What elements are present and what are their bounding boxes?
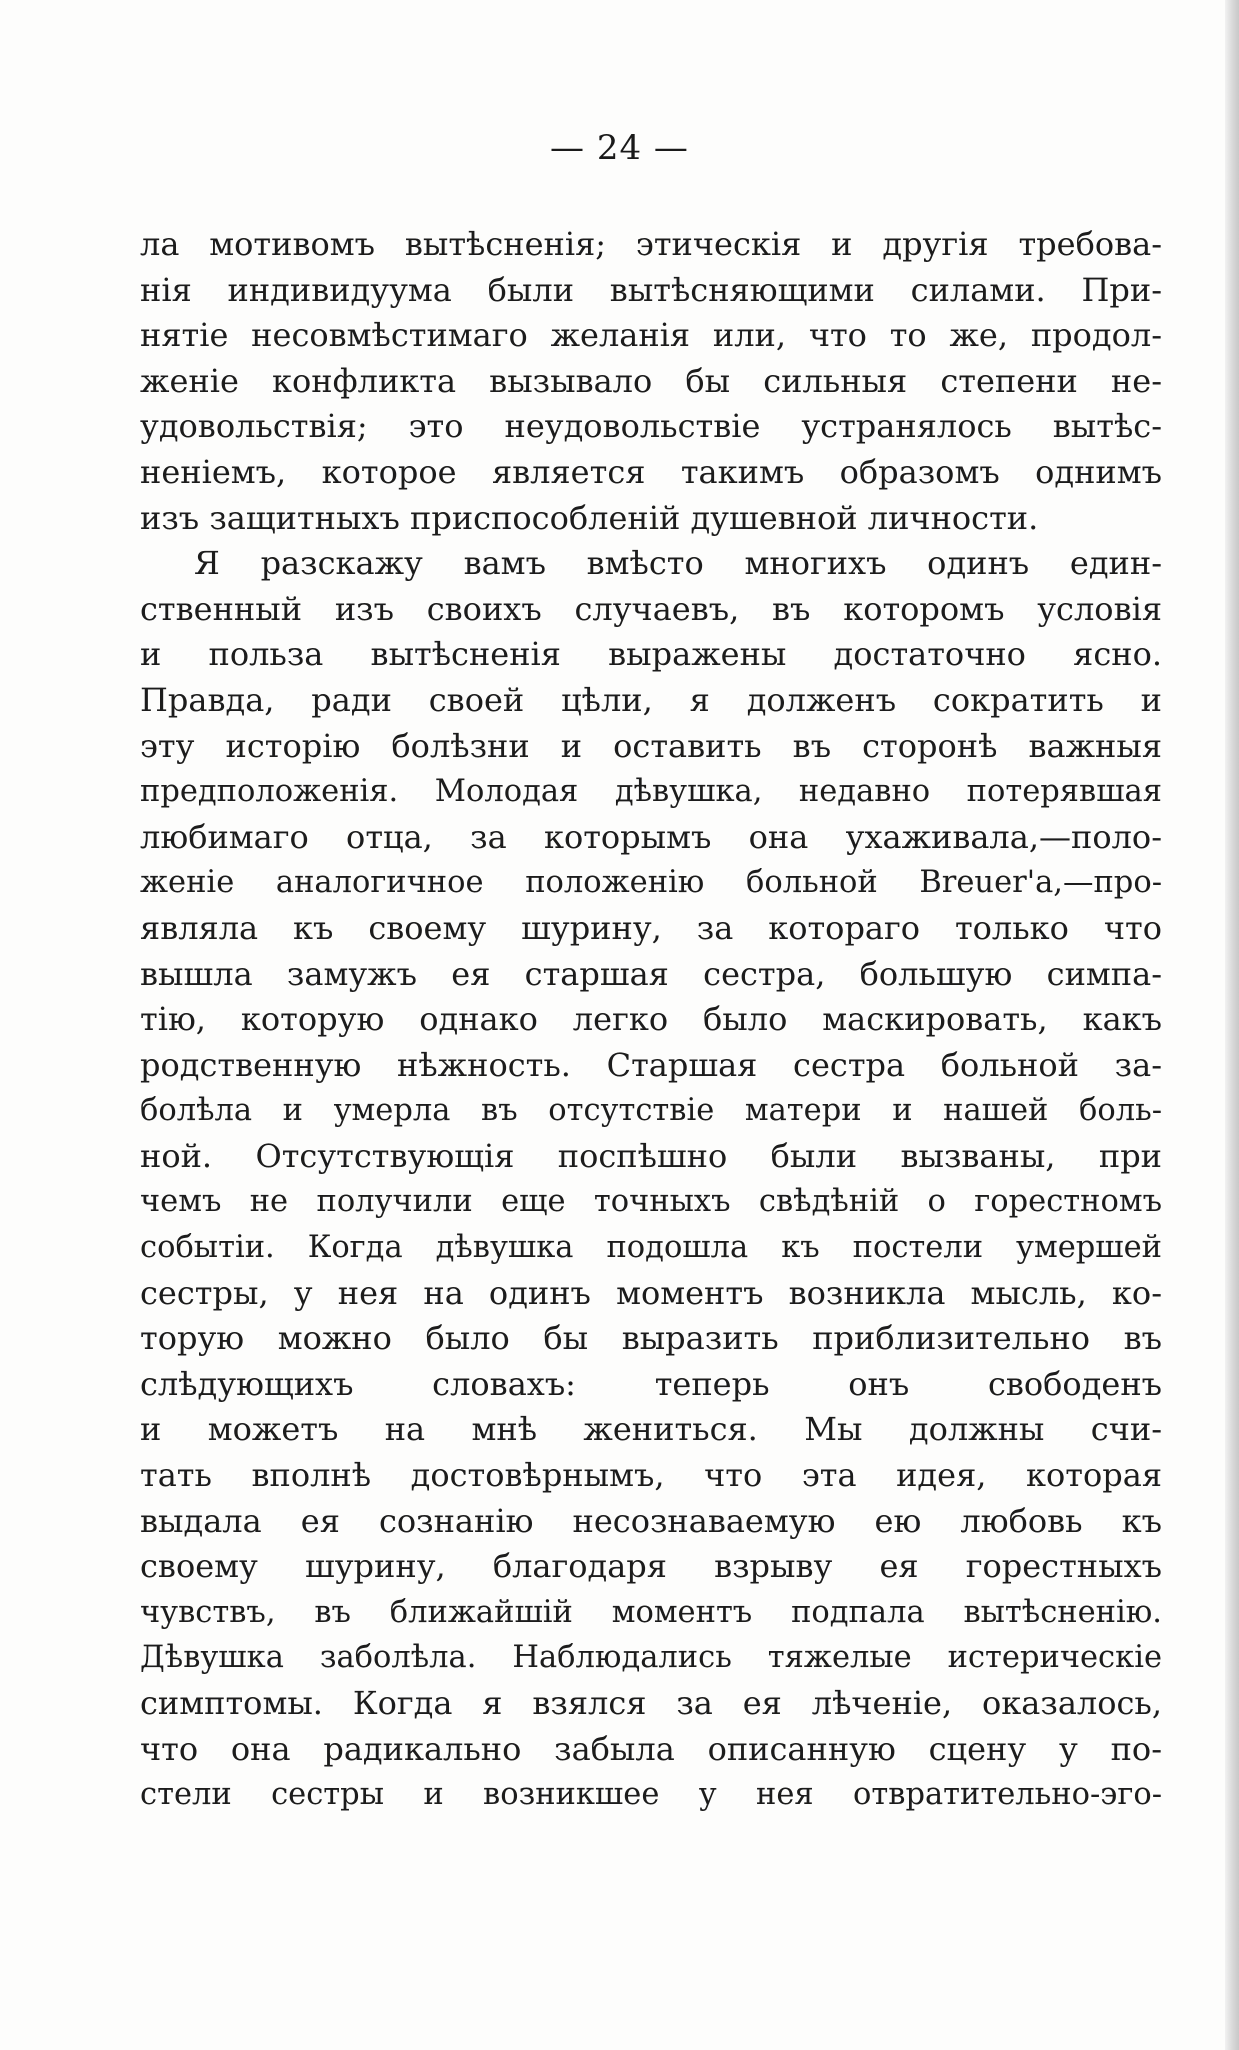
text-line: женіе конфликта вызывало бы сильныя степени не-	[140, 361, 1162, 400]
text-line: своему шурину, благодаря взрыву ея горестныхъ	[140, 1547, 1162, 1586]
text-line: стели сестры и возникшее у нея отвратительно-эго-	[140, 1777, 1162, 1813]
text-line: ла мотивомъ вытѣсненія; этическія и другія требова-	[140, 225, 1162, 263]
text-line: изъ защитныхъ приспособленій душевной личности.	[140, 498, 1039, 537]
text-line: любимаго отца, за которымъ она ухаживала,—поло-	[140, 817, 1162, 856]
text-line: нія индивидуума были вытѣсняющими силами. При-	[140, 270, 1162, 309]
page-number: — 24 —	[550, 128, 689, 168]
text-line: неніемъ, которое является такимъ образомъ однимъ	[140, 452, 1162, 491]
text-line: Я разскажу вамъ вмѣсто многихъ одинъ един-	[194, 544, 1162, 583]
text-line: вышла замужъ ея старшая сестра, большую симпа-	[140, 954, 1162, 993]
text-line: нятіе несовмѣстимаго желанія или, что то же, продол-	[140, 316, 1162, 355]
text-line: женіе аналогичное положенію больной Breuer'a,—про-	[140, 865, 1162, 901]
text-line: тію, которую однако легко было маскировать, какъ	[140, 1000, 1162, 1039]
page-edge-shadow	[1225, 0, 1239, 2050]
page-text-body	[140, 222, 1162, 1818]
text-line: эту исторію болѣзни и оставить въ сторонѣ важныя	[140, 726, 1162, 765]
text-line: сестры, у нея на одинъ моментъ возникла мысль, ко-	[140, 1273, 1162, 1312]
text-line: являла къ своему шурину, за котораго только что	[140, 908, 1162, 947]
text-line: симптомы. Когда я взялся за ея лѣченіе, оказалось,	[140, 1684, 1162, 1722]
text-line: предположенія. Молодая дѣвушка, недавно потерявшая	[140, 774, 1162, 810]
text-line: событіи. Когда дѣвушка подошла къ постели умершей	[140, 1230, 1162, 1266]
text-line: и можетъ на мнѣ жениться. Мы должны счи-	[140, 1410, 1162, 1449]
text-line: слѣдующихъ словахъ: теперь онъ свободенъ	[140, 1364, 1162, 1403]
text-line: что она радикально забыла описанную сцену у по-	[140, 1729, 1162, 1768]
text-line: болѣла и умерла въ отсутствіе матери и нашей боль-	[140, 1093, 1162, 1129]
text-line: и польза вытѣсненія выражены достаточно ясно.	[140, 635, 1162, 674]
text-line: ной. Отсутствующія поспѣшно были вызваны, при	[140, 1136, 1162, 1175]
text-line: Дѣвушка заболѣла. Наблюдались тяжелые истерическіе	[140, 1640, 1162, 1676]
text-line: тать вполнѣ достовѣрнымъ, что эта идея, которая	[140, 1456, 1162, 1495]
text-line: Правда, ради своей цѣли, я долженъ сократить и	[140, 680, 1162, 719]
text-line: чемъ не получили еще точныхъ свѣдѣній о горестномъ	[140, 1184, 1162, 1220]
text-line: выдала ея сознанію несознаваемую ею любовь къ	[140, 1501, 1162, 1540]
text-line: торую можно было бы выразить приблизительно въ	[140, 1319, 1162, 1358]
text-line: родственную нѣжность. Старшая сестра больной за-	[140, 1045, 1162, 1084]
text-line: удовольствія; это неудовольствіе устранялось вытѣс-	[140, 407, 1162, 446]
text-line: ственный изъ своихъ случаевъ, въ которомъ условія	[140, 589, 1162, 628]
text-line: чувствъ, въ ближайшій моментъ подпала вытѣсненію.	[140, 1594, 1162, 1630]
